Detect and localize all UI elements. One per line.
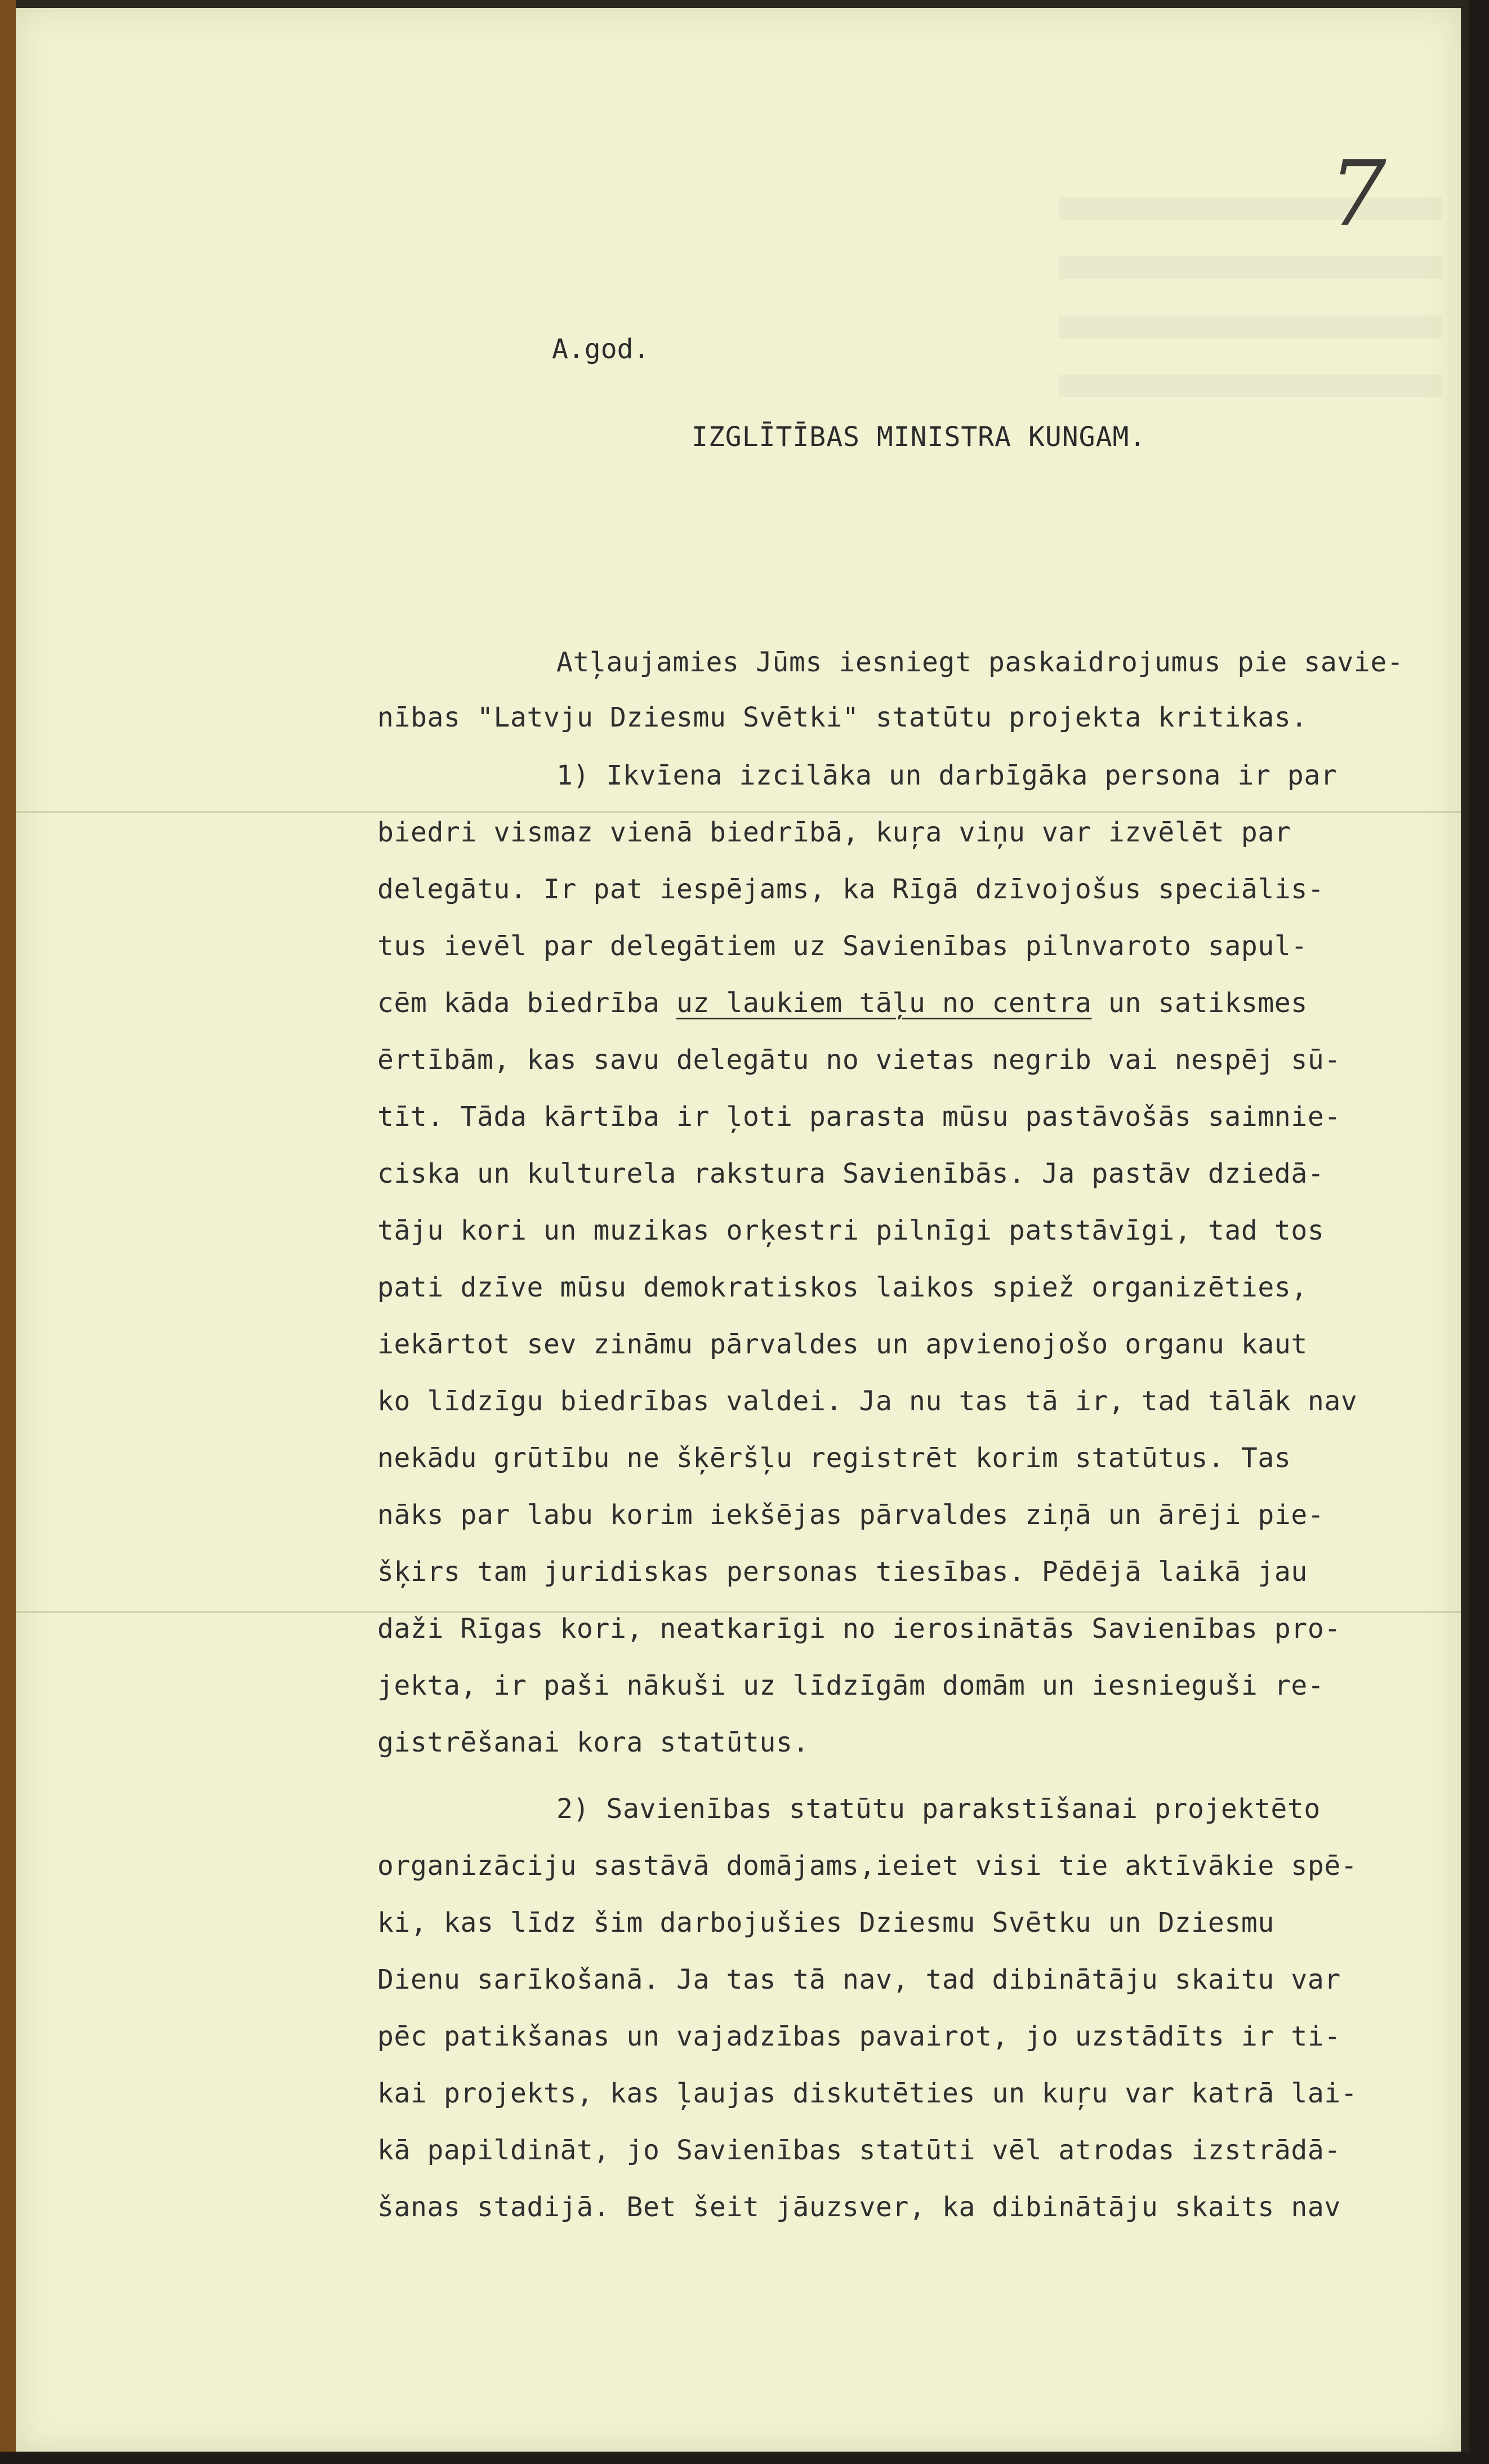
body-line: 1) Ikvīena izcilāka un darbīgāka persona ir par (556, 760, 1338, 791)
body-line: biedri vismaz vienā biedrībā, kuŗa viņu var izvēlēt par (377, 817, 1291, 848)
show-through (1059, 315, 1442, 338)
addressee: IZGLĪTĪBAS MINISTRA KUNGAM. (692, 421, 1147, 453)
body-line (377, 987, 1308, 1019)
body-line-part: cēm kāda biedrība (377, 987, 676, 1019)
body-line: nekādu grūtību ne šķēršļu registrēt korim statūtus. Tas (377, 1442, 1291, 1474)
body-line-part: un satiksmes (1091, 987, 1308, 1019)
salutation: A.god. (552, 333, 650, 365)
underlined-phrase: uz laukiem tāļu no centra (676, 987, 1092, 1019)
paper-fold (16, 811, 1461, 813)
body-line: kai projekts, kas ļaujas diskutēties un kuŗu var katrā lai- (377, 2078, 1358, 2109)
body-line: ciska un kulturela rakstura Savienībās. Ja pastāv dziedā- (377, 1158, 1325, 1189)
page-number: 7 (1329, 141, 1387, 246)
body-line: organizāciju sastāvā domājams,ieiet visi tie aktīvākie spē- (377, 1850, 1358, 1882)
body-line: ērtībām, kas savu delegātu no vietas negrib vai nespēj sū- (377, 1044, 1341, 1076)
body-line: ko līdzīgu biedrības valdei. Ja nu tas tā ir, tad tālāk nav (377, 1385, 1358, 1417)
body-line: pati dzīve mūsu demokratiskos laikos spiež organizēties, (377, 1272, 1308, 1303)
body-line: Dienu sarīkošanā. Ja tas tā nav, tad dibinātāju skaitu var (377, 1964, 1341, 1995)
body-line: kā papildināt, jo Savienības statūti vēl atrodas izstrādā- (377, 2135, 1341, 2166)
body-line: šanas stadijā. Bet šeit jāuzsver, ka dibinātāju skaits nav (377, 2191, 1341, 2223)
body-line: delegātu. Ir pat iespējams, ka Rīgā dzīvojošus speciālis- (377, 874, 1325, 905)
body-line: šķirs tam juridiskas personas tiesības. Pēdējā laikā jau (377, 1556, 1308, 1588)
body-line: nības "Latvju Dziesmu Svētki" statūtu projekta kritikas. (377, 702, 1308, 733)
body-line: ki, kas līdz šim darbojušies Dziesmu Svētku un Dziesmu (377, 1907, 1274, 1939)
body-line: nāks par labu korim iekšējas pārvaldes ziņā un ārēji pie- (377, 1499, 1325, 1531)
body-line: daži Rīgas kori, neatkarīgi no ierosinātās Savienības pro- (377, 1613, 1341, 1645)
body-line: jekta, ir paši nākuši uz līdzīgām domām un iesnieguši re- (377, 1670, 1325, 1701)
body-line: iekārtot sev zināmu pārvaldes un apvienojošo organu kaut (377, 1329, 1308, 1360)
binding-tape-left (0, 0, 16, 2464)
scan-edge-right (1469, 0, 1489, 2464)
body-line: tus ievēl par delegātiem uz Savienības pilnvaroto sapul- (377, 930, 1308, 962)
show-through (1059, 375, 1442, 397)
show-through (1059, 256, 1442, 279)
body-line: gistrēšanai kora statūtus. (377, 1727, 809, 1758)
body-line: tīt. Tāda kārtība ir ļoti parasta mūsu pastāvošās saimnie- (377, 1101, 1341, 1133)
body-line: Atļaujamies Jūms iesniegt paskaidrojumus pie savie- (556, 647, 1404, 678)
body-line: tāju kori un muzikas orķestri pilnīgi patstāvīgi, tad tos (377, 1215, 1325, 1246)
body-line: 2) Savienības statūtu parakstīšanai projektēto (556, 1793, 1321, 1825)
body-line: pēc patikšanas un vajadzības pavairot, jo uzstādīts ir ti- (377, 2021, 1341, 2052)
scan-edge-bottom (0, 2452, 1489, 2464)
